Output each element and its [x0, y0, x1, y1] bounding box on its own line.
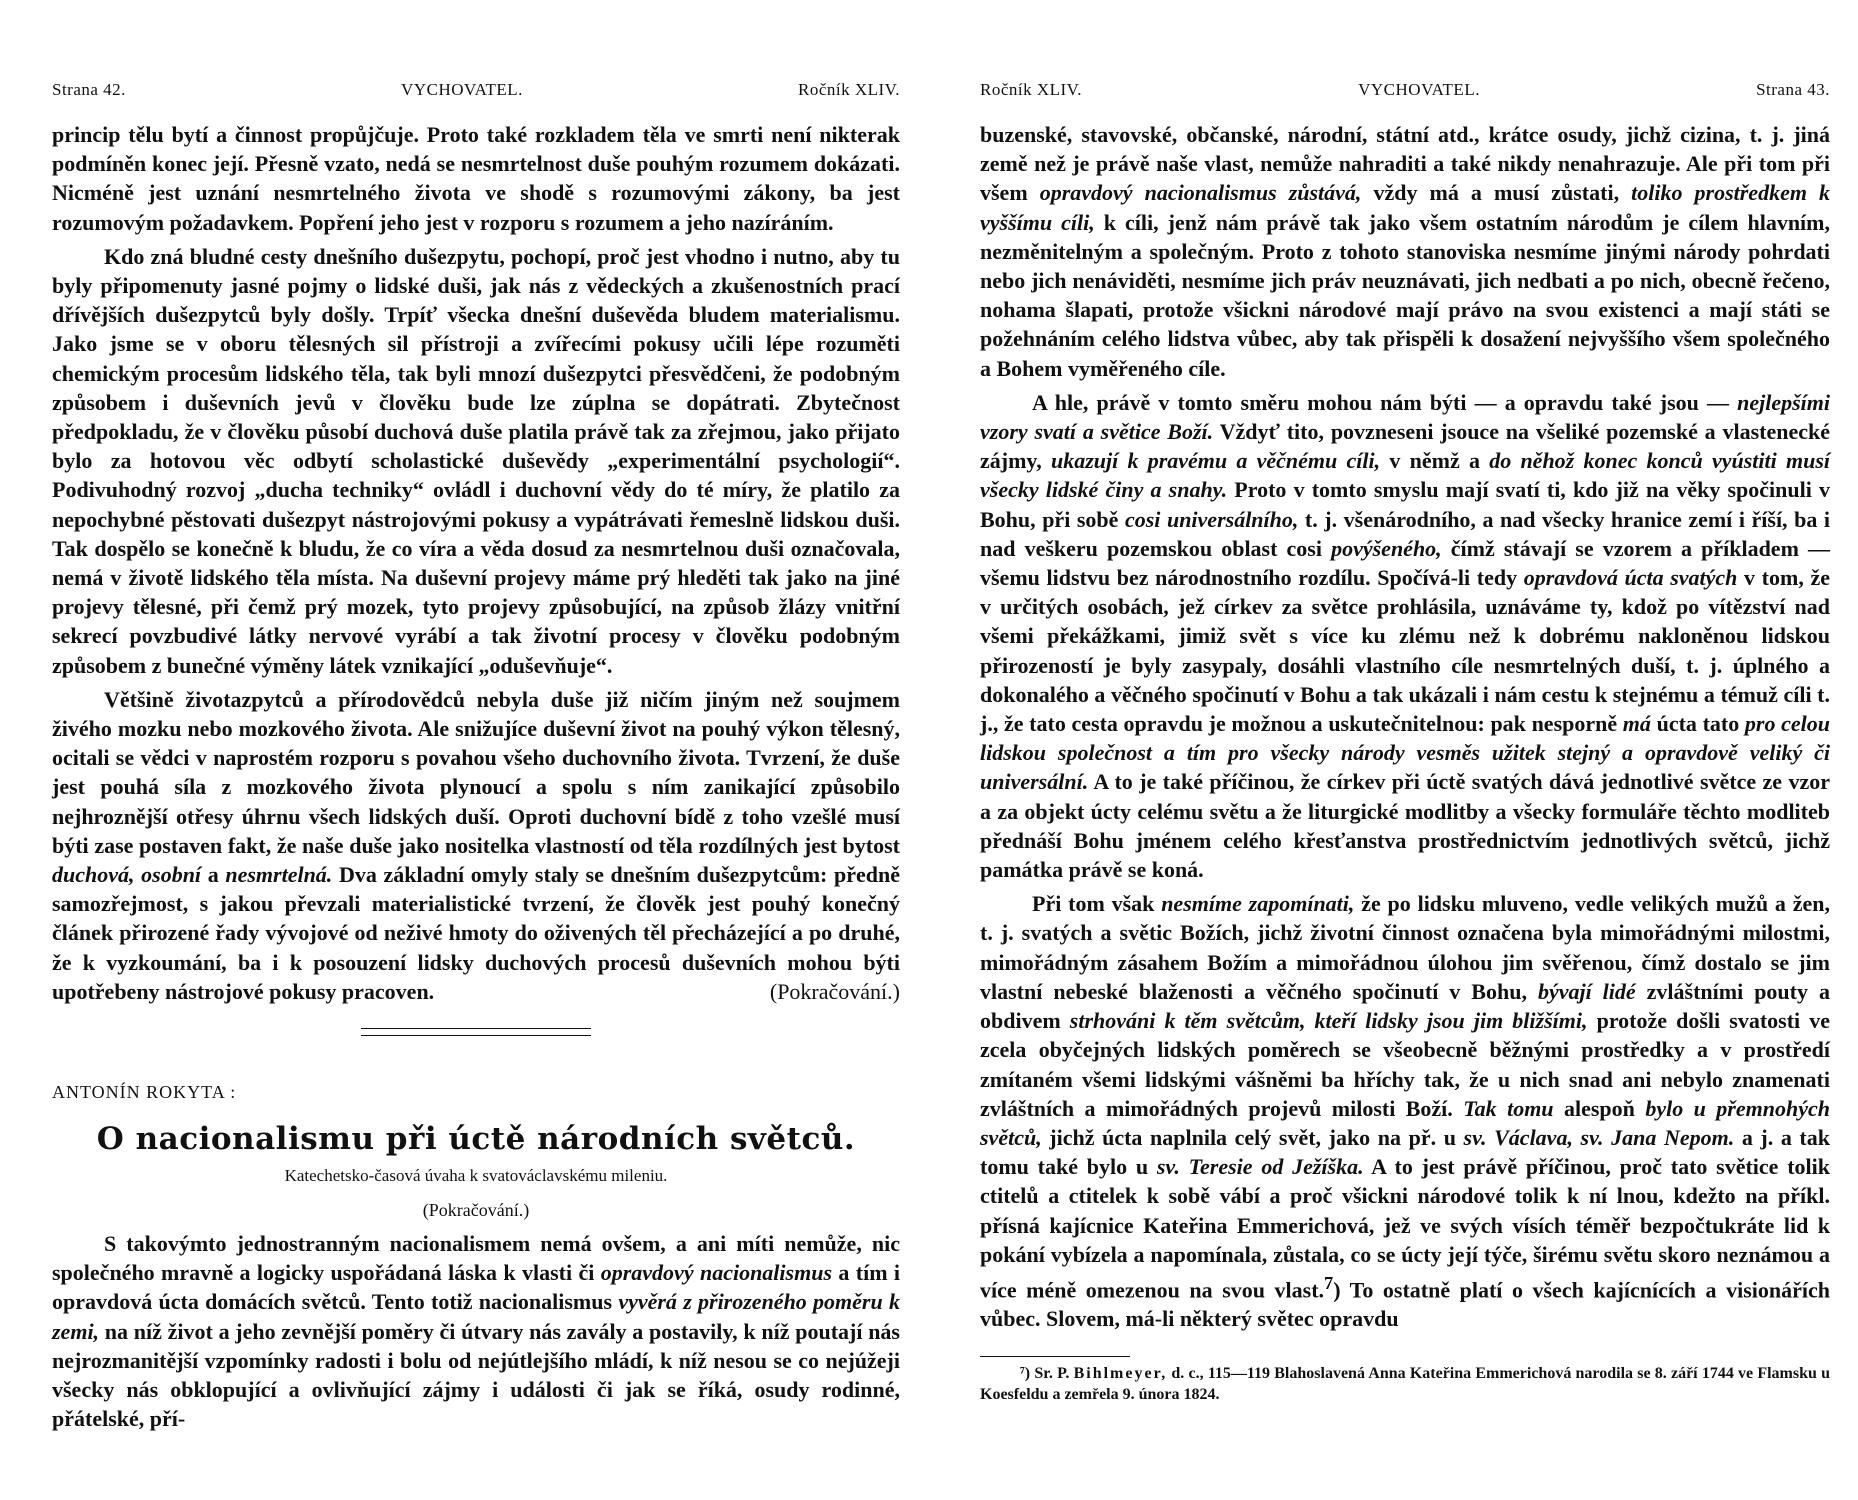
section-divider: [361, 1028, 591, 1036]
right-volume: Ročník XLIV.: [980, 80, 1083, 99]
paragraph: princip tělu bytí a činnost propůjčuje. Proto také rozkladem těla ve smrti není nikterak podmíněn konec její. Přesně vzato, nedá se nesmrtelnost duše pouhým rozumem dokázati. Nicméně jest uznání nesmrtelného života ve shodě s rozumovými zákony, ba jest rozumovým požadavkem. Popření jeho jest v rozporu s rozumem a jeho nazíráním.: [52, 122, 900, 235]
article-subtitle: Katechetsko-časová úvaha k svatováclavskému mileniu.: [284, 1165, 668, 1185]
left-journal-name: VYCHOVATEL.: [401, 80, 523, 99]
right-page: [980, 0, 1830, 1405]
left-page-number: Strana 42.: [52, 80, 126, 99]
right-body-text: [980, 120, 1830, 1334]
right-running-header: [980, 80, 1830, 120]
right-journal-name: VYCHOVATEL.: [1358, 80, 1480, 99]
left-body-text: [52, 120, 900, 1433]
paragraph: Kdo zná bludné cesty dnešního dušezpytu, pochopí, proč jest vhodno i nutno, aby tu byly připomenuty jasné pojmy o lidské duši, jak nás z vědeckých a zkušenostních prací dřívějších dušezpytců byly došly. Trpíť všecka dnešní duševěda bludem materialismu. Jako jsme se v oboru tělesných sil přístroji a zvířecími pokusy učili lépe rozuměti chemickým procesům lidského těla, tak byli mnozí dušezpytci přesvědčeni, že podobným způsobem i duševních jevů v člověku bude lze zúplna se dopátrati. Zbytečnost předpokladu, že v člověku působí duchová duše platila právě tak za zřejmou, jako přijato bylo za hotovou věc odbytí scholastické duševědy „experimentální psychologií“. Podivuhodný rozvoj „ducha techniky“ ovládl i duchovní vědy do té míry, že platilo za nepochybné pěstovati dušezpyt nástrojovými pokusy a vypátrávati řemeslně lidskou duši. Tak dospělo se konečně k bludu, že co víra a věda dosud za nesmrtelnou duši označovala, nemá v životě lidského těla místa. Na duševní projevy máme prý hleděti tak jako na jiné projevy tělesné, při čemž prý mozek, tyto projevy způsobující, na způsob žlázy vnitřní sekrecí povzbudivé látky nervové vyrábí a tak životní procesy v člověku podobným způsobem z bunečné výměny látek vznikající „oduševňuje“.: [52, 243, 900, 678]
paragraph: buzenské, stavovské, občanské, národní, státní atd., krátce osudy, jichž cizina, t. j. jiná země než je právě naše vlast, nemůže nahraditi a také nikdy nenahrazuje. Ale při tom při všem opravdový nacionalismus zůstává, vždy má a musí zůstati, toliko prostředkem k vyššímu cíli, k cíli, jenž nám právě tak jako všem ostatním národům je cílem hlavním, nezměnitelným a společným. Proto z tohoto stanoviska nesmíme jinými národy pohrdati nebo jich nenáviděti, nesmíme jich práv neuznávati, jich nedbati a po nich, obecně řečeno, nohama šlapati, protože všickni národové mají právo na svou existenci a mají státi se požehnáním celého lidstva vůbec, aby tak přispěli k dosažení nejvyššího všem společného a Bohem vyměřeného cíle.: [980, 122, 1830, 381]
paragraph: Při tom však nesmíme zapomínati, že po lidsku mluveno, vedle velikých mužů a žen, t. j. svatých a světic Božích, jichž životní činnost označena byla mimořádnými milostmi, mimořádným zásahem Božím a mimořádnou úlohou jim svěřenou, čímž dostalo se jim vlastní nebeské blaženosti a věčného spočinutí v Bohu, bývají lidé zvláštními pouty a obdivem strhováni k těm světcům, kteří lidsky jsou jim bližšími, protože došli svatosti ve zcela obyčejných lidských poměrech se všeobecně běžnými prostředky a v prostředí zmítaném všemi lidskými vášněmi ba hříchy tak, že u nich snad ani nebylo znamenati zvláštních a mimořádných projevů milosti Boží. Tak tomu alespoň bylo u přemnohých světců, jichž úcta naplnila celý svět, jako na př. u sv. Václava, sv. Jana Nepom. a j. a tak tomu také bylo u sv. Teresie od Ježíška. A to jest právě příčinou, proč tato světice tolik ctitelů a ctitelek k sobě vábí a proč všickni národové tolik k ní lnou, kdežto na příkl. přísná kajícnice Kateřina Emmerichová, jež ve svých vísích téměř bezpočtukráte lid k pokání vybízela a napomínala, zůstala, co se úcty její týče, širému světu skoro neznámou a více méně omezenou na svou vlast.$^7$) To ostatně platí o všech kajícnících a visionářích vůbec. Slovem, má-li některý světec opravdu: [980, 891, 1831, 1332]
paragraph: Většině životazpytců a přírodovědců nebyla duše již ničím jiným než soujmem živého mozku nebo mozkového života. Ale snižujíce duševní život na pouhý výkon tělesný, ocitali se vědci v naprostém rozporu s povahou všeho duchovního života. Tvrzení, že duše jest pouhá síla z mozkového života plynoucí a spolu s ním zanikající způsobilo nejhroznější otřesy úhrnu všech lidských duší. Oproti duchovní bídě z toho vzešlé musí býti zase postaven fakt, že naše duše jako nositelka vlastností od těla rozdílných jest bytost duchová, osobní a nesmrtelná. Dva základní omyly staly se dnešním dušezpytcům: předně samozřejmost, s jakou převzali materialistické tvrzení, že člověk jest pouhý konečný článek přirozené řady vývojové od neživé hmoty do oživených těl přecházející a po druhé, že k vyzkoumání, ba i k posouzení lidsky duchových procesů duševních mohou býti upotřebeny nástrojové pokusy pracoven. (Pokračování.): [52, 685, 900, 1006]
paragraph: A hle, právě v tomto směru mohou nám býti — a opravdu také jsou — nejlepšími vzory svatí a světice Boží. Vždyť tito, povzneseni jsouce na všeliké pozemské a vlastenecké zájmy, ukazují k pravému a věčnému cíli, v němž a do něhož konec konců vyústiti musí všecky lidské činy a snahy. Proto v tomto smyslu mají svatí ti, kdo již na věky spočinuli v Bohu, při sobě cosi universálního, t. j. všenárodního, a nad všecky hranice zemí i říší, ba i nad veškeru pozemskou oblast cosi povýšeného, čímž stávají se vzorem a příkladem — všemu lidstvu bez národnostního rozdílu. Spočívá-li tedy opravdová úcta svatých v tom, že v určitých osobách, jež církev za světce prohlásila, uznáváme ty, kdož po vítězství nad všemi překážkami, jimiž svět s více ku zlému než k dobrému nakloněnou lidskou přirozeností je byly zasypaly, dosáhli vlastního cíle nesmrtelných duší, t. j. úplného a dokonalého a věčného spočinutí v Bohu a tak ukázali i nám cestu k stejnému a témuž cíli t. j., že tato cesta opravdu je možnou a uskutečnitelnou: pak nesporně má úcta tato pro celou lidskou společnost a tím pro všecky národy vesměs užitek stejný a opravdově veliký či universální. A to je také příčinou, že církev při úctě svatých dává jednotlivé světce ze vzor a za objekt úcty celému světu a že liturgické modlitby a všecky formuláře těchto modliteb přednáší Bohu jménem celého křesťanstva prostřednictvím jednotlivých světců, jichž památka právě se koná.: [980, 389, 1831, 883]
right-page-number: Strana 43.: [1756, 80, 1830, 99]
article-author: ANTONÍN ROKYTA :: [52, 1082, 237, 1103]
paragraph: S takovýmto jednostranným nacionalismem nemá ovšem, a ani míti nemůže, nic společného mravně a logicky uspořádaná láska k vlasti či opravdový nacionalismus a tím i opravdová úcta domácích světců. Tento totiž nacionalismus vyvěrá z přirozeného poměru k zemi, na níž život a jeho zevnější poměry či útvary nás zavály a postavily, k níž poutají nás nejrozmanitější vzpomínky radosti i bolu od nejútlejšího mládí, k níž nesou se co nejúžeji všecky nás obklopující a ovlivňující zájmy i události či jak se říká, osudy rodinné, přátelské, pří-: [52, 1230, 901, 1432]
footnote: ⁷) Sr. P. Bihlmeyer, d. c., 115—119 Blahoslavená Anna Kateřina Emmerichová narodila se 8. září 1744 ve Flamsku u Koesfeldu a zemřela 9. února 1824.: [980, 1364, 1830, 1403]
article-title: O nacionalismu při úctě národních světců.: [96, 1121, 856, 1158]
left-page: [52, 0, 900, 1433]
footnote-reference[interactable]: 7: [1324, 1272, 1334, 1293]
footnote-rule: [980, 1356, 1130, 1357]
left-volume: Ročník XLIV.: [797, 80, 900, 99]
left-running-header: [52, 80, 900, 120]
continuation-note: (Pokračování.): [769, 978, 900, 1004]
article-continuation-note: (Pokračování.): [422, 1199, 530, 1220]
